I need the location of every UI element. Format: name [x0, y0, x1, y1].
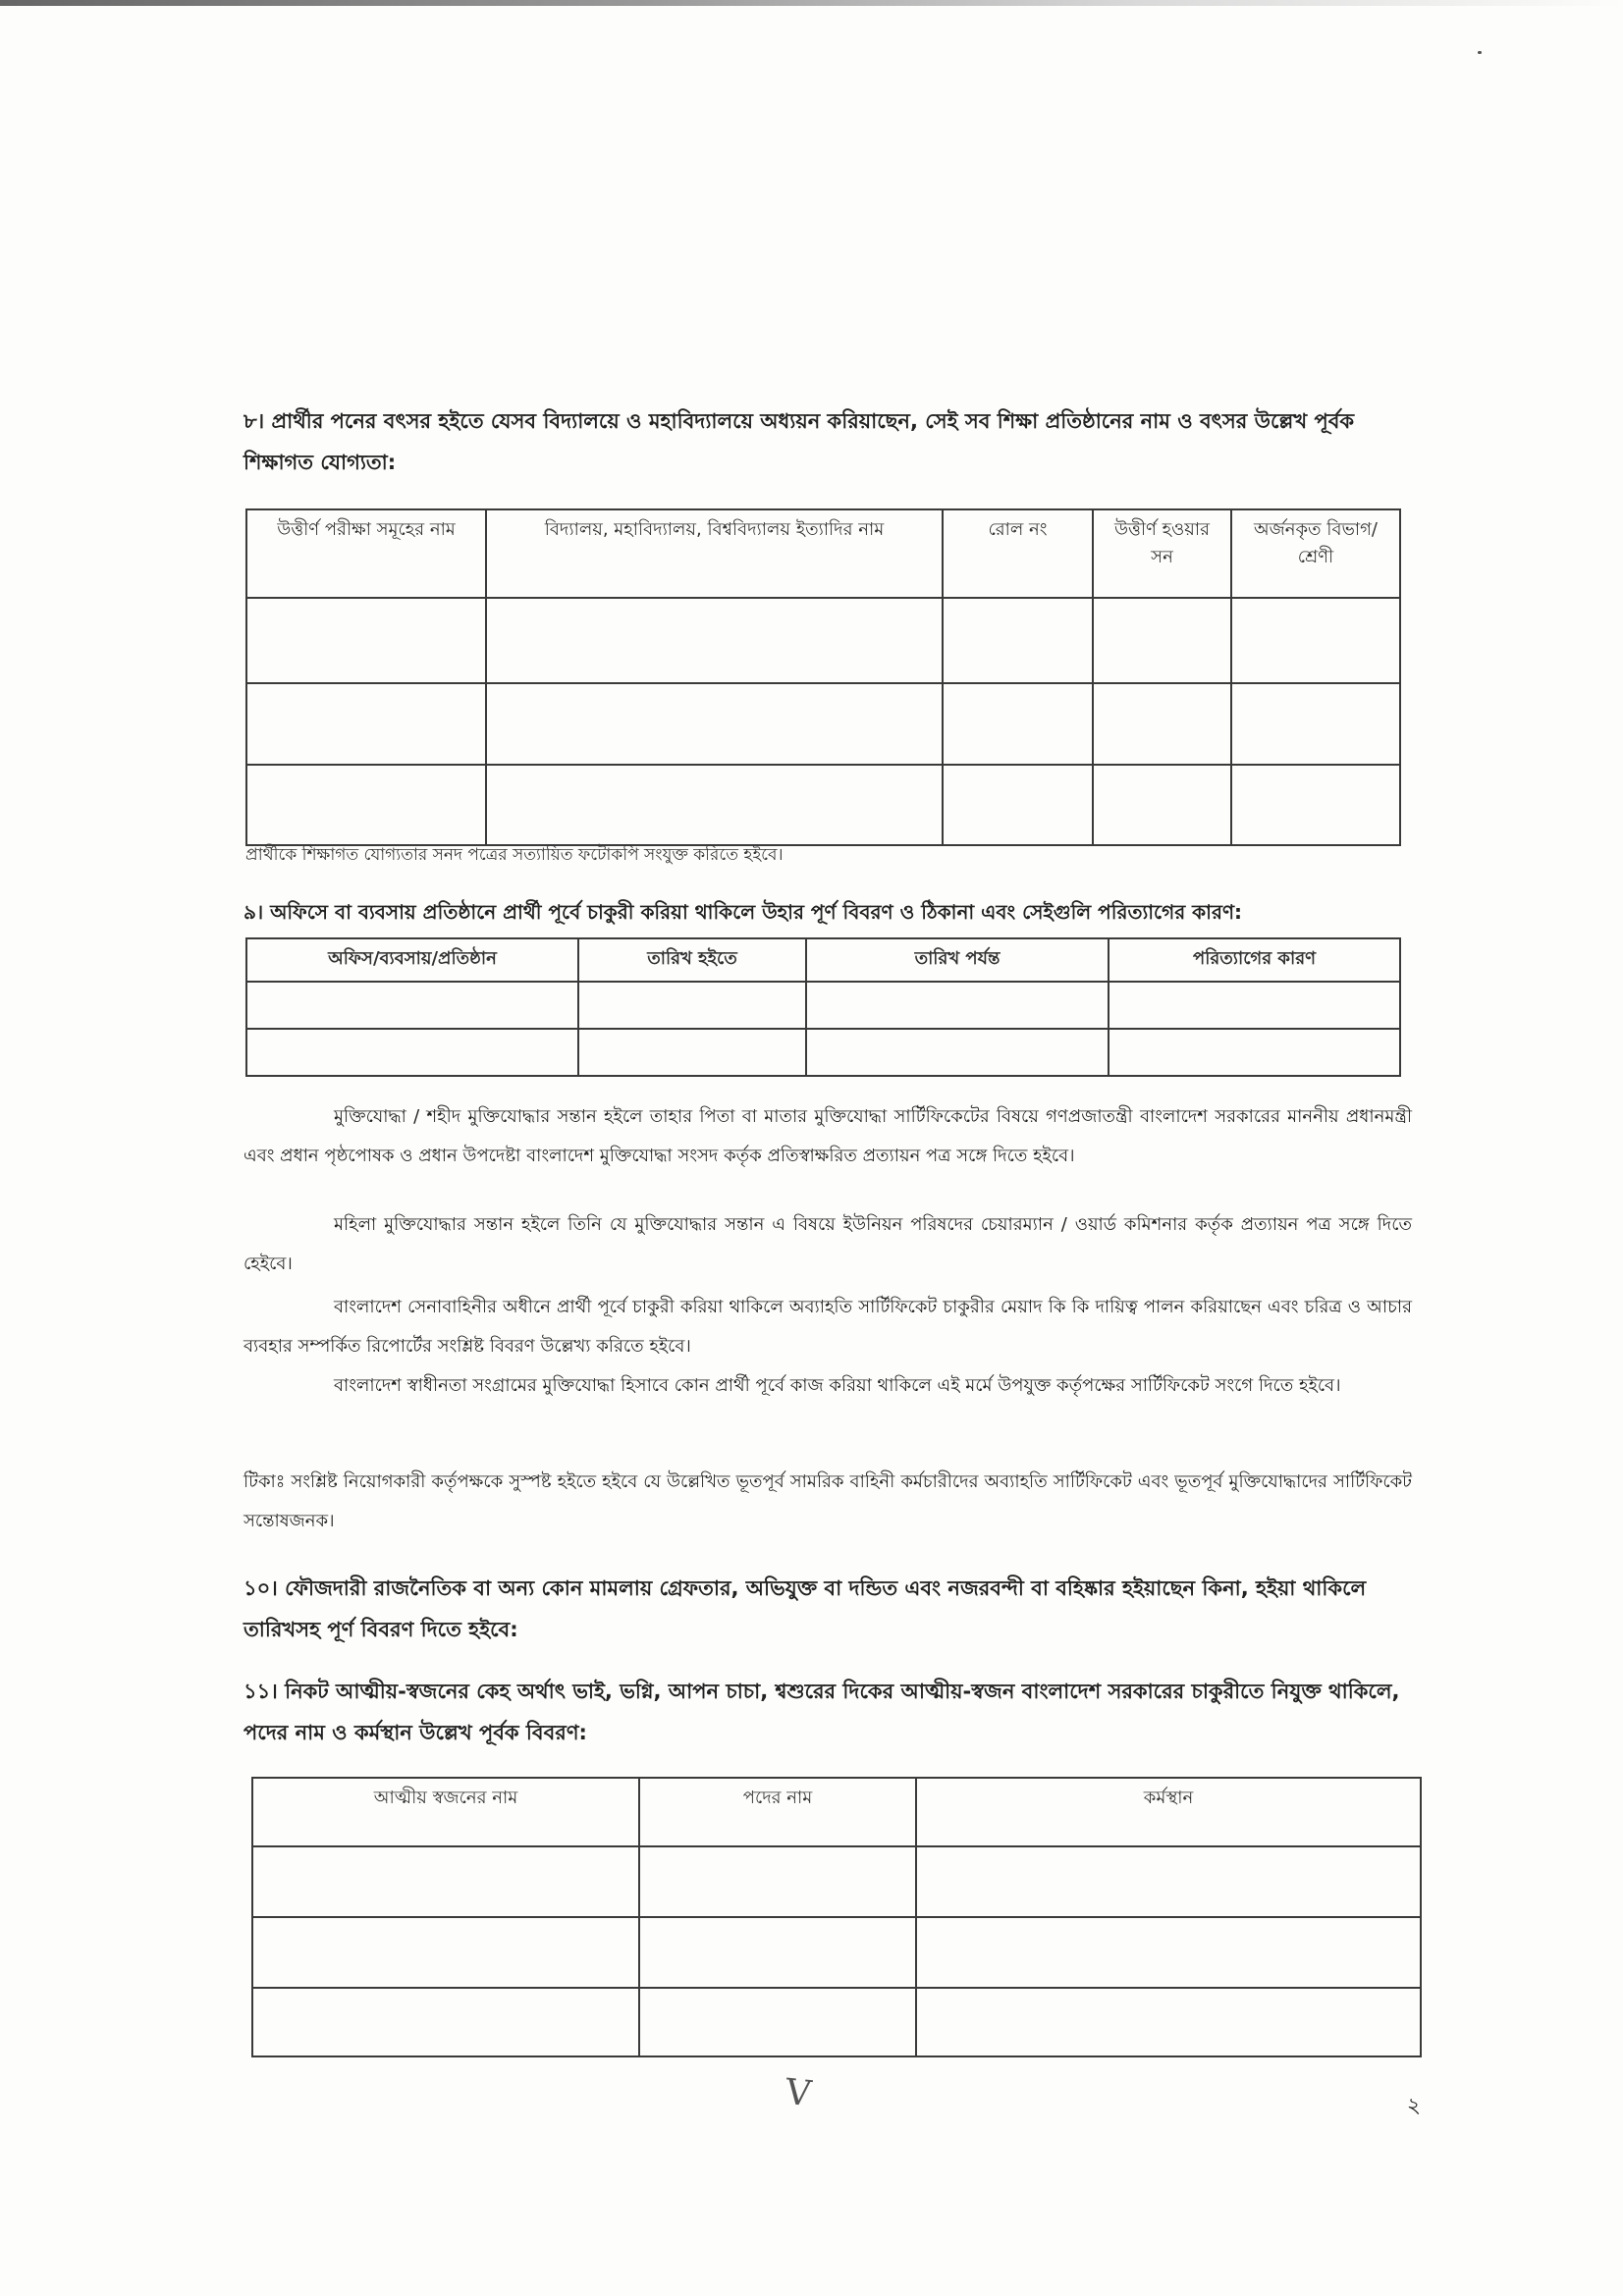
table-row: [246, 1029, 1400, 1076]
section-11-heading: ১১। নিকট আত্মীয়-স্বজনের কেহ অর্থাৎ ভাই, ভগ্নি, আপন চাচা, শ্বশুরের দিকের আত্মীয়-স্বজন বাংলাদেশ সরকারের চাকুরীতে নিযুক্ত থাকিলে, পদের নাম ও কর্মস্থান উল্লেখ পূর্বক বিবরণ:: [243, 1680, 1400, 1744]
table-cell[interactable]: [639, 1846, 916, 1917]
army-service-paragraph: বাংলাদেশ সেনাবাহিনীর অধীনে প্রার্থী পূর্বে চাকুরী করিয়া থাকিলে অব্যাহতি সার্টিফিকেট চাকুরীর মেয়াদ কি কি দায়িত্ব পালন করিয়াছেন এবং চরিত্র ও আচার ব্যবহার সম্পর্কিত রিপোর্টের সংশ্লিষ্ট বিবরণ উল্লেখ্য করিতে হইবে।: [243, 1297, 1412, 1357]
table-cell[interactable]: [252, 1846, 639, 1917]
table-row: [252, 1988, 1421, 2056]
section-9-heading: ৯। অফিসে বা ব্যবসায় প্রতিষ্ঠানে প্রার্থী পূর্বে চাকুরী করিয়া থাকিলে উহার পূর্ণ বিবরণ ও ঠিকানা এবং সেইগুলি পরিত্যাগের কারণ:: [243, 900, 1243, 924]
table-cell[interactable]: [486, 598, 943, 683]
table-cell[interactable]: [252, 1988, 639, 2056]
education-table: [245, 508, 1401, 846]
column-header-pass-year: উত্তীর্ণ হওয়ার সন: [1093, 509, 1231, 598]
table-row: [246, 598, 1400, 683]
column-header-post-name: পদের নাম: [639, 1778, 916, 1846]
table-cell[interactable]: [578, 1029, 806, 1076]
table-cell[interactable]: [1231, 765, 1400, 845]
employment-table: [245, 937, 1401, 1077]
scan-speck: [1478, 51, 1482, 54]
table-row: [252, 1917, 1421, 1988]
table-cell[interactable]: [246, 683, 486, 765]
table-cell[interactable]: [943, 765, 1093, 845]
table-cell[interactable]: [246, 598, 486, 683]
table-cell[interactable]: [246, 1029, 578, 1076]
section-8-heading: ৮। প্রার্থীর পনের বৎসর হইতে যেসব বিদ্যালয়ে ও মহাবিদ্যালয়ে অধ্যয়ন করিয়াছেন, সেই সব শিক্ষা প্রতিষ্ঠানের নাম ও বৎসর উল্লেখ পূর্বক শিক্ষাগত যোগ্যতা:: [243, 409, 1355, 474]
table-cell[interactable]: [246, 765, 486, 845]
relatives-table: [251, 1777, 1422, 2057]
table-cell[interactable]: [486, 683, 943, 765]
column-header-date-to: তারিখ পর্যন্ত: [806, 938, 1109, 982]
scan-top-edge: [0, 0, 1623, 6]
table-header-row: [246, 509, 1400, 598]
column-header-leaving-reason: পরিত্যাগের কারণ: [1109, 938, 1400, 982]
table-cell[interactable]: [1109, 1029, 1400, 1076]
table-cell[interactable]: [639, 1988, 916, 2056]
female-freedom-fighter-paragraph: মহিলা মুক্তিযোদ্ধার সন্তান হইলে তিনি যে মুক্তিযোদ্ধার সন্তান এ বিষয়ে ইউনিয়ন পরিষদের চেয়ারম্যান / ওয়ার্ড কমিশনার কর্তৃক প্রত্যায়ন পত্র সঙ্গে দিতে হেইবে।: [243, 1214, 1412, 1274]
column-header-relative-name: আত্মীয় স্বজনের নাম: [252, 1778, 639, 1846]
table-cell[interactable]: [1093, 683, 1231, 765]
table-header-row: [252, 1778, 1421, 1846]
table-cell[interactable]: [916, 1917, 1421, 1988]
column-header-exam-name: উত্তীর্ণ পরীক্ষা সমূহের নাম: [246, 509, 486, 598]
table-cell[interactable]: [639, 1917, 916, 1988]
column-header-date-from: তারিখ হইতে: [578, 938, 806, 982]
column-header-division: অর্জনকৃত বিভাগ/শ্রেণী: [1231, 509, 1400, 598]
tika-note: টিকাঃ সংশ্লিষ্ট নিয়োগকারী কর্তৃপক্ষকে সুস্পষ্ট হইতে হইবে যে উল্লেখিত ভূতপূর্ব সামরিক বাহিনী কর্মচারীদের অব্যাহতি সার্টিফিকেট এবং ভূতপূর্ব মুক্তিযোদ্ধাদের সার্টিফিকেট সন্তোষজনক।: [243, 1471, 1412, 1531]
table-cell[interactable]: [1231, 598, 1400, 683]
table-cell[interactable]: [806, 1029, 1109, 1076]
table-cell[interactable]: [943, 683, 1093, 765]
liberation-war-paragraph: বাংলাদেশ স্বাধীনতা সংগ্রামের মুক্তিযোদ্ধা হিসাবে কোন প্রার্থী পূর্বে কাজ করিয়া থাকিলে এই মর্মে উপযুক্ত কর্তৃপক্ষের সার্টিফিকেট সংগে দিতে হইবে।: [334, 1375, 1341, 1396]
section-10-heading: ১০। ফৌজদারী রাজনৈতিক বা অন্য কোন মামলায় গ্রেফতার, অভিযুক্ত বা দন্ডিত এবং নজরবন্দী বা বহিষ্কার হইয়াছেন কিনা, হইয়া থাকিলে তারিখসহ পূর্ণ বিবরণ দিতে হইবে:: [243, 1576, 1367, 1641]
page-number: ২: [1406, 2094, 1421, 2118]
table-row: [246, 765, 1400, 845]
column-header-workplace: কর্মস্থান: [916, 1778, 1421, 1846]
table-row: [252, 1846, 1421, 1917]
table-header-row: [246, 938, 1400, 982]
table-cell[interactable]: [806, 982, 1109, 1029]
handwritten-initial: V: [783, 2071, 814, 2115]
table-cell[interactable]: [916, 1846, 1421, 1917]
section-8-note: প্রার্থীকে শিক্ষাগত যোগ্যতার সনদ পত্রের সত্যায়িত ফটোকপি সংযুক্ত করিতে হইবে।: [245, 845, 784, 865]
table-cell[interactable]: [1093, 765, 1231, 845]
table-row: [246, 982, 1400, 1029]
column-header-roll-no: রোল নং: [943, 509, 1093, 598]
table-cell[interactable]: [1109, 982, 1400, 1029]
table-cell[interactable]: [1231, 683, 1400, 765]
column-header-institution-name: বিদ্যালয়, মহাবিদ্যালয়, বিশ্ববিদ্যালয় ইত্যাদির নাম: [486, 509, 943, 598]
table-cell[interactable]: [916, 1988, 1421, 2056]
column-header-office: অফিস/ব্যবসায়/প্রতিষ্ঠান: [246, 938, 578, 982]
table-cell[interactable]: [943, 598, 1093, 683]
table-row: [246, 683, 1400, 765]
freedom-fighter-certificate-paragraph: মুক্তিযোদ্ধা / শহীদ মুক্তিযোদ্ধার সন্তান হইলে তাহার পিতা বা মাতার মুক্তিযোদ্ধা সার্টিফিকেটের বিষয়ে গণপ্রজাতন্ত্রী বাংলাদেশ সরকারের মাননীয় প্রধানমন্ত্রী এবং প্রধান পৃষ্ঠপোষক ও প্রধান উপদেষ্টা বাংলাদেশ মুক্তিযোদ্ধা সংসদ কর্তৃক প্রতিস্বাক্ষরিত প্রত্যায়ন পত্র সঙ্গে দিতে হইবে।: [243, 1106, 1412, 1166]
table-cell[interactable]: [1093, 598, 1231, 683]
table-cell[interactable]: [578, 982, 806, 1029]
table-cell[interactable]: [246, 982, 578, 1029]
table-cell[interactable]: [252, 1917, 639, 1988]
table-cell[interactable]: [486, 765, 943, 845]
